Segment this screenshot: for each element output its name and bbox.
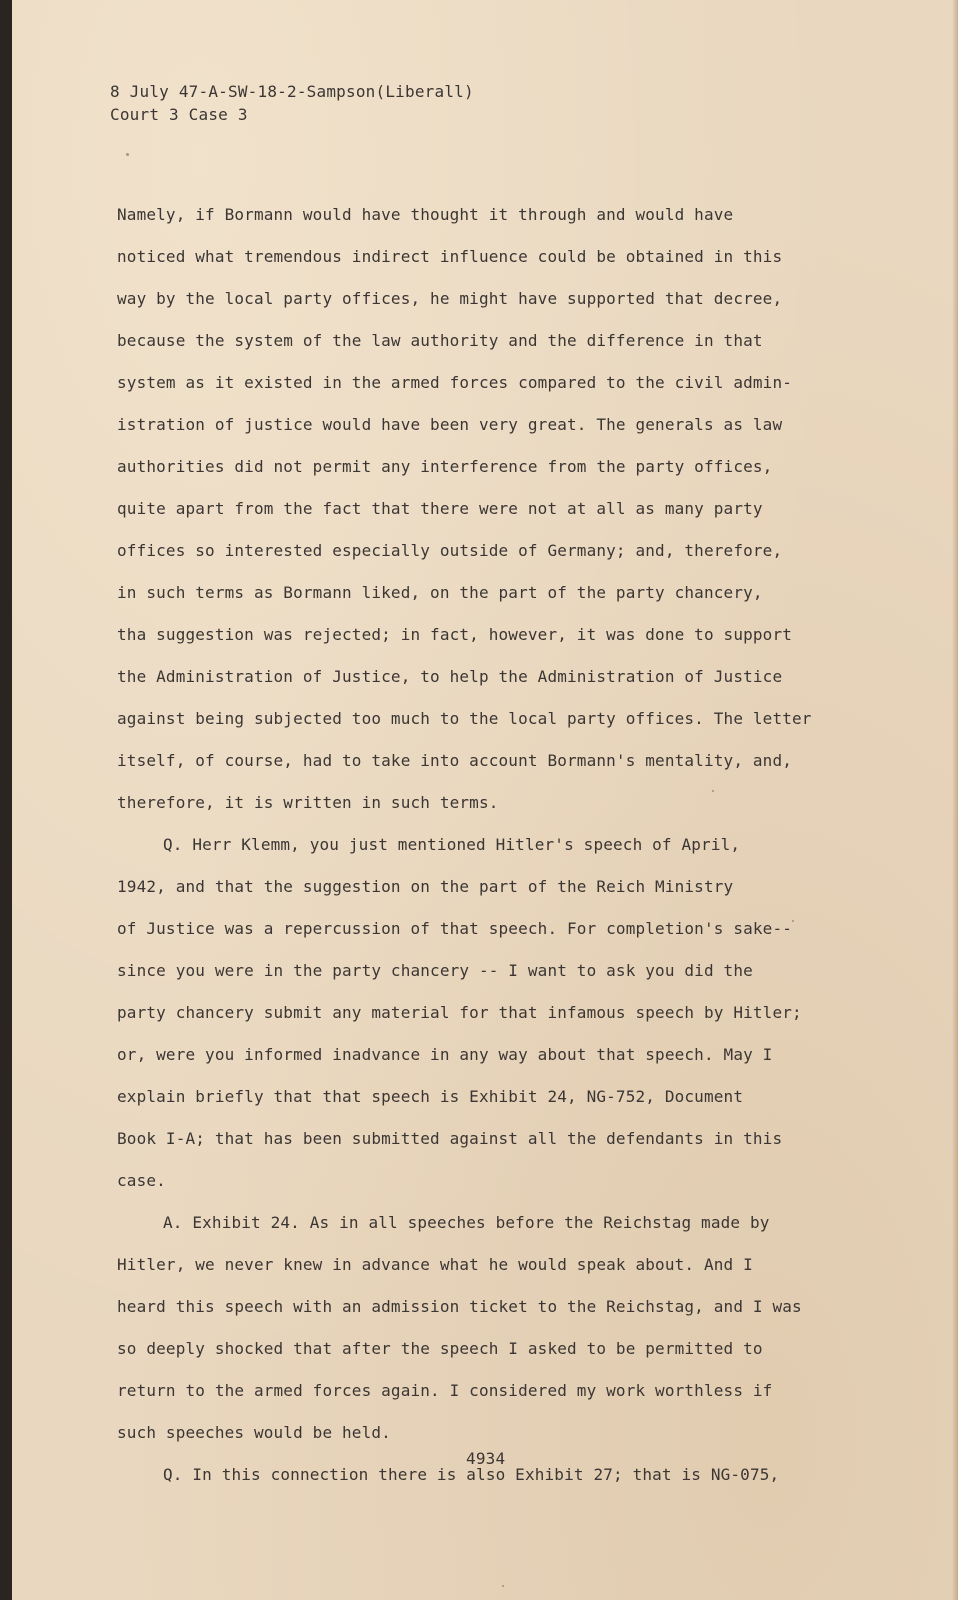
- paper-speck: [502, 1585, 504, 1587]
- text-line: so deeply shocked that after the speech I asked to be permitted to: [117, 1339, 763, 1358]
- text-line: since you were in the party chancery -- I want to ask you did the: [117, 961, 753, 980]
- text-line: Hitler, we never knew in advance what he would speak about. And I: [117, 1255, 753, 1274]
- text-line: Q. Herr Klemm, you just mentioned Hitler's speech of April,: [163, 835, 741, 854]
- text-line: 1942, and that the suggestion on the part of the Reich Ministry: [117, 877, 734, 896]
- page-number: 4934: [466, 1449, 506, 1468]
- text-line: A. Exhibit 24. As in all speeches before the Reichstag made by: [163, 1213, 770, 1232]
- text-line: such speeches would be held.: [117, 1423, 391, 1442]
- paragraph: [117, 1202, 837, 1454]
- text-line: case.: [117, 1171, 166, 1190]
- page-edge-shadow: [952, 0, 958, 1600]
- header-line-court-case: Court 3 Case 3: [110, 105, 248, 124]
- document-header: [110, 80, 474, 126]
- text-line: authorities did not permit any interference from the party offices,: [117, 457, 773, 476]
- text-line: offices so interested especially outside of Germany; and, therefore,: [117, 541, 783, 560]
- text-line: istration of justice would have been very great. The generals as law: [117, 415, 783, 434]
- text-line: the Administration of Justice, to help the Administration of Justice: [117, 667, 783, 686]
- transcript-body: [117, 194, 837, 1496]
- text-line: way by the local party offices, he might have supported that decree,: [117, 289, 783, 308]
- paper-speck: [792, 920, 794, 922]
- document-page: [12, 0, 958, 1600]
- paragraph: [117, 824, 837, 1202]
- text-line: or, were you informed inadvance in any way about that speech. May I: [117, 1045, 773, 1064]
- text-line: Book I-A; that has been submitted against all the defendants in this: [117, 1129, 783, 1148]
- paper-speck: [126, 153, 129, 156]
- text-line: heard this speech with an admission ticket to the Reichstag, and I was: [117, 1297, 802, 1316]
- text-line: explain briefly that that speech is Exhibit 24, NG-752, Document: [117, 1087, 744, 1106]
- text-line: itself, of course, had to take into account Bormann's mentality, and,: [117, 751, 793, 770]
- text-line: noticed what tremendous indirect influence could be obtained in this: [117, 247, 783, 266]
- paragraph: [117, 194, 837, 824]
- text-line: return to the armed forces again. I considered my work worthless if: [117, 1381, 773, 1400]
- text-line: Namely, if Bormann would have thought it through and would have: [117, 205, 734, 224]
- header-line-date-reference: 8 July 47-A-SW-18-2-Sampson(Liberall): [110, 82, 474, 101]
- text-line: system as it existed in the armed forces compared to the civil admin-: [117, 373, 793, 392]
- text-line: Q. In this connection there is also Exhibit 27; that is NG-075,: [163, 1465, 780, 1484]
- text-line: party chancery submit any material for that infamous speech by Hitler;: [117, 1003, 802, 1022]
- text-line: of Justice was a repercussion of that speech. For completion's sake--: [117, 919, 793, 938]
- text-line: because the system of the law authority and the difference in that: [117, 331, 763, 350]
- paper-speck: [712, 790, 714, 792]
- text-line: in such terms as Bormann liked, on the part of the party chancery,: [117, 583, 763, 602]
- text-line: tha suggestion was rejected; in fact, however, it was done to support: [117, 625, 793, 644]
- text-line: against being subjected too much to the local party offices. The letter: [117, 709, 812, 728]
- text-line: quite apart from the fact that there were not at all as many party: [117, 499, 763, 518]
- text-line: therefore, it is written in such terms.: [117, 793, 499, 812]
